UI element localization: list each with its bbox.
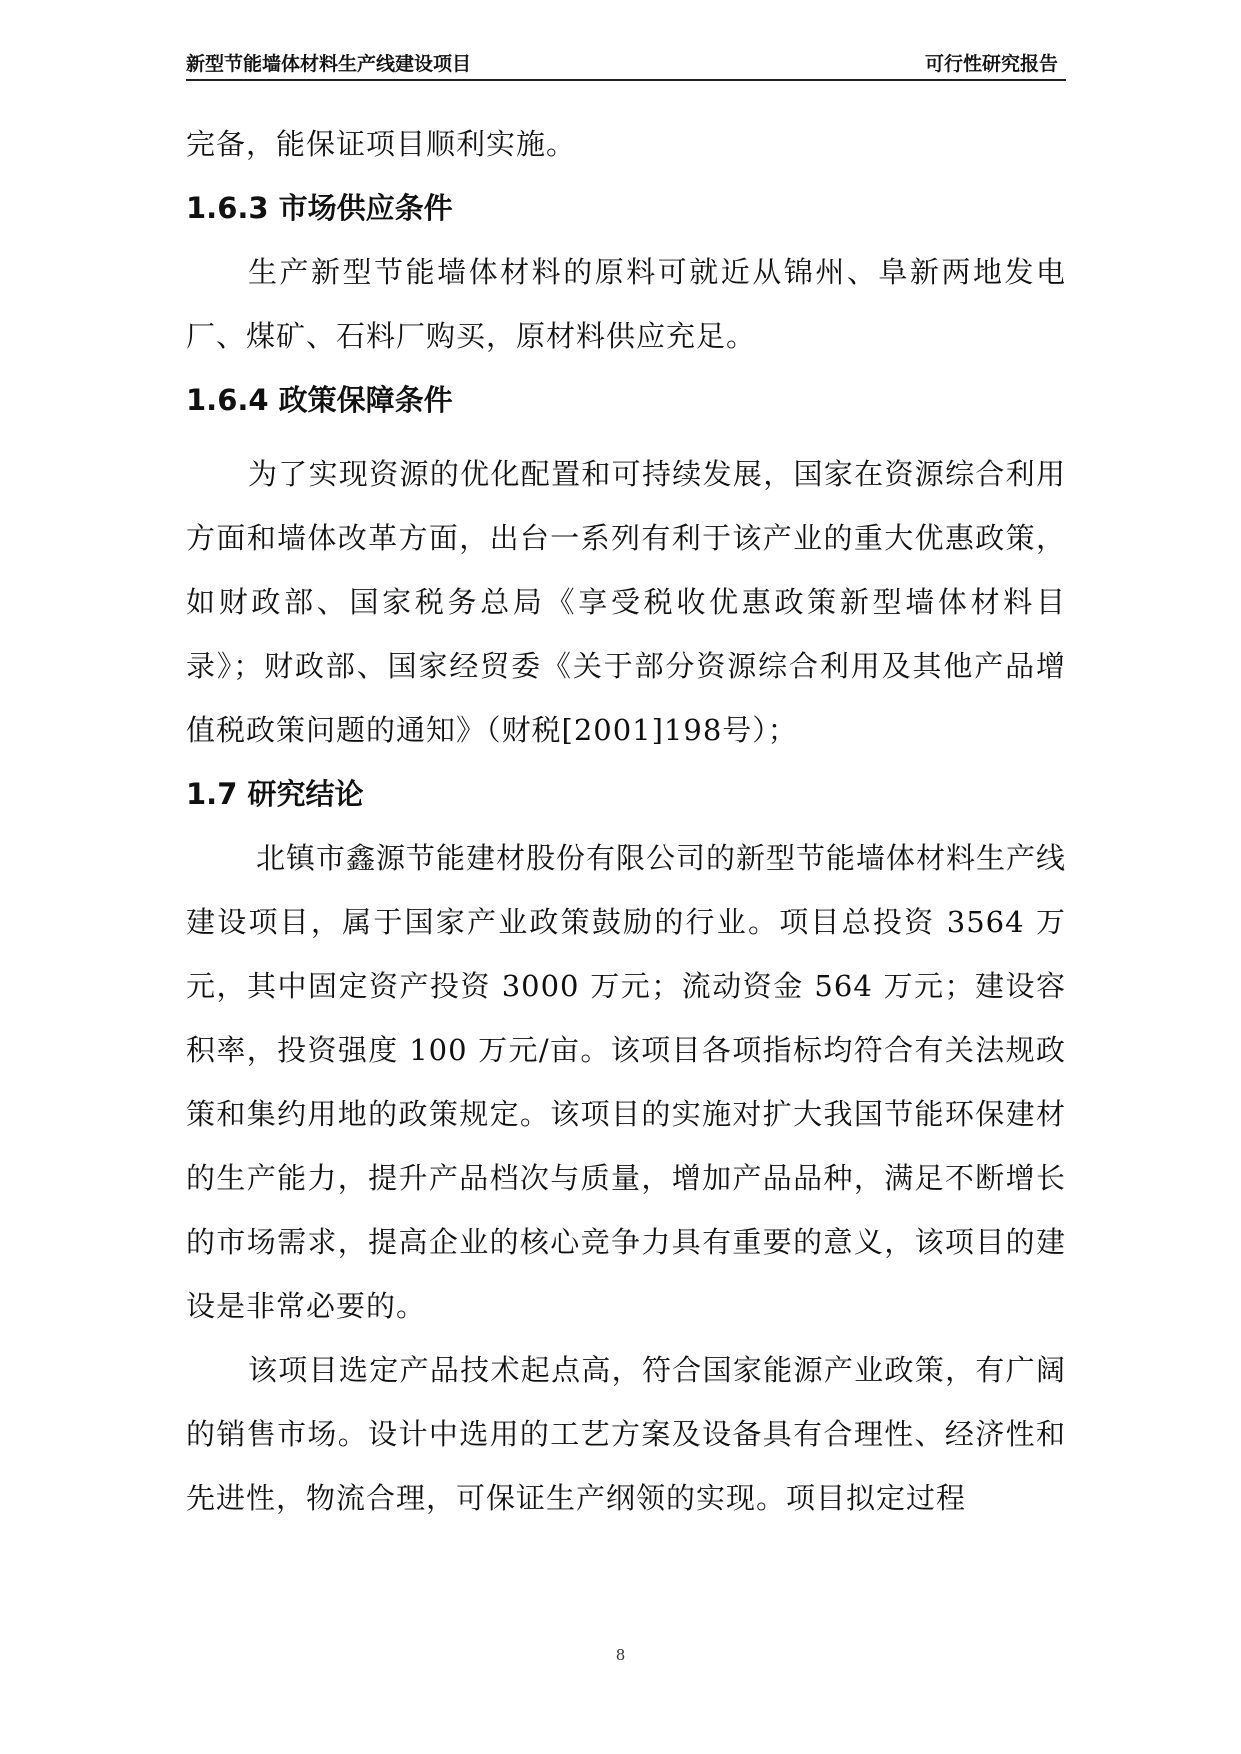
- header-report-type: 可行性研究报告: [924, 53, 1058, 75]
- section-heading-1-7: 1.7 研究结论: [186, 777, 364, 811]
- page-number: 8: [615, 1646, 626, 1664]
- paragraph: 为了实现资源的优化配置和可持续发展，国家在资源综合利用方面和墙体改革方面，出台一系列有利于该产业的重大优惠政策，如财政部、国家税务总局《享受税收优惠政策新型墙体材料目录》；财政部、国家经贸委《关于部分资源综合利用及其他产品增值税政策问题的通知》（财税[2001]198号）；: [186, 457, 1066, 747]
- paragraph: 该项目选定产品技术起点高，符合国家能源产业政策，有广阔的销售市场。设计中选用的工艺方案及设备具有合理性、经济性和先进性，物流合理，可保证生产纲领的实现。项目拟定过程: [186, 1353, 1066, 1515]
- document-body: [186, 112, 1066, 1530]
- paragraph: 北镇市鑫源节能建材股份有限公司的新型节能墙体材料生产线建设项目，属于国家产业政策鼓励的行业。项目总投资 3564 万元，其中固定资产投资 3000 万元；流动资金 564 万元；建设容积率，投资强度 100 万元/亩。该项目各项指标均符合有关法规政策和集约用地的政策规定。该项目的实施对扩大我国节能环保建材的生产能力，提升产品档次与质量，增加产品品种，满足不断增长的市场需求，提高企业的核心竞争力具有重要的意义，该项目的建设是非常必要的。: [186, 841, 1067, 1323]
- header-project-title: 新型节能墙体材料生产线建设项目: [186, 53, 472, 75]
- section-heading-1-6-3: 1.6.3 市场供应条件: [186, 191, 453, 225]
- section-heading-1-6-4: 1.6.4 政策保障条件: [186, 383, 453, 417]
- paragraph: 生产新型节能墙体材料的原料可就近从锦州、阜新两地发电厂、煤矿、石料厂购买，原材料供应充足。: [186, 255, 1066, 353]
- page-header: [186, 51, 1066, 81]
- paragraph: 完备，能保证项目顺利实施。: [186, 127, 577, 161]
